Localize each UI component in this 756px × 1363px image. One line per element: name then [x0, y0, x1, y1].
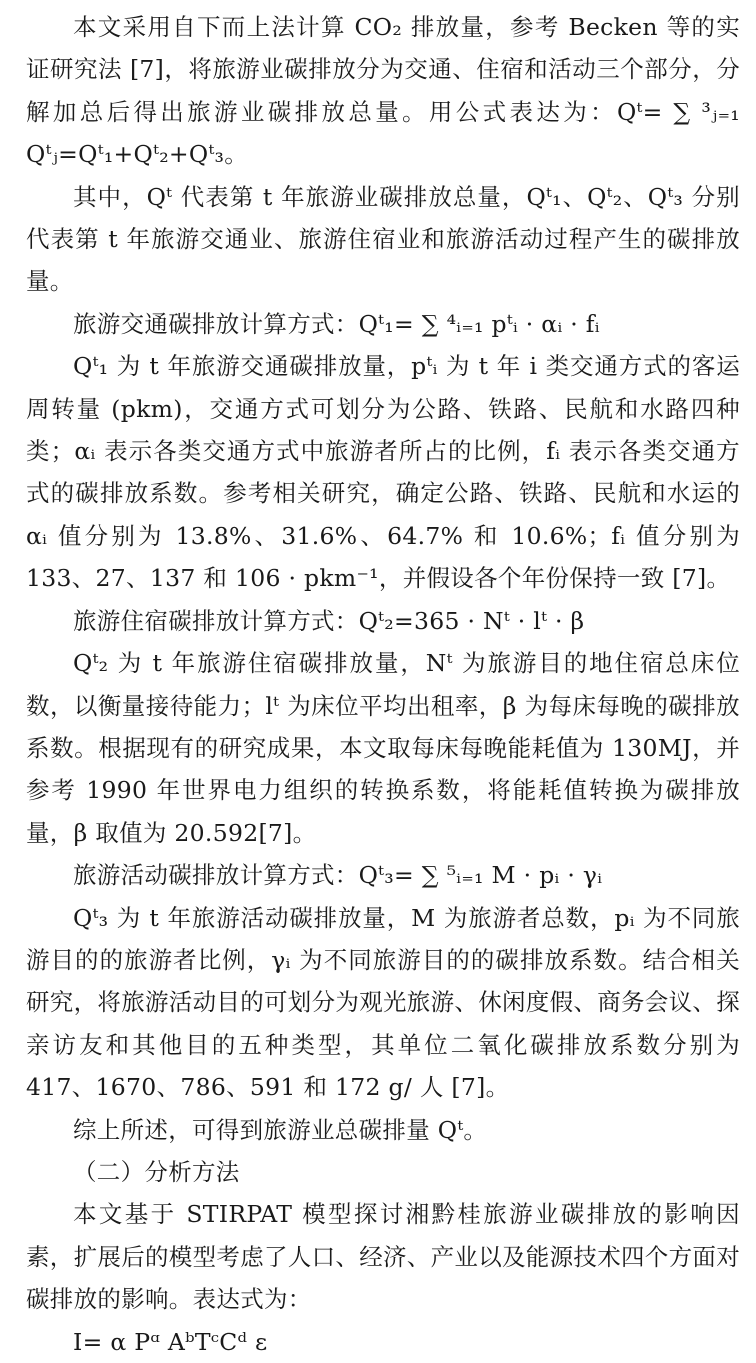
formula-stirpat: I= α Pᵅ AᵇTᶜCᵈ ε — [73, 1327, 268, 1356]
paragraph-transport-explanation: Qᵗ₁ 为 t 年旅游交通碳排放量，pᵗᵢ 为 t 年 i 类交通方式的客运周转量 (pkm)，交通方式可划分为公路、铁路、民航和水路四种类；αᵢ 表示各类交通方式中旅游者所占的比例，fᵢ 表示各类交通方式的碳排放系数。参考相关研究，确定公路、铁路、民航和水运的 αᵢ 值分别为 13.8%、31.6%、64.7% 和 10.6%；fᵢ 值分别为 133、27、137 和 106 · pkm⁻¹，并假设各个年份保持一致 [7]。 — [26, 352, 740, 593]
paragraph-variable-definition: 其中，Qᵗ 代表第 t 年旅游业碳排放总量，Qᵗ₁、Qᵗ₂、Qᵗ₃ 分别代表第 t 年旅游交通业、旅游住宿业和旅游活动过程产生的碳排放量。 — [26, 182, 740, 296]
paragraph-summary: 综上所述，可得到旅游业总碳排量 Qᵗ。 — [73, 1115, 488, 1144]
paragraph-stirpat-intro: 本文基于 STIRPAT 模型探讨湘黔桂旅游业碳排放的影响因素，扩展后的模型考虑了人口、经济、产业以及能源技术四个方面对碳排放的影响。表达式为： — [26, 1200, 740, 1314]
paragraph-accommodation-explanation: Qᵗ₂ 为 t 年旅游住宿碳排放量，Nᵗ 为旅游目的地住宿总床位数，以衡量接待能力；lᵗ 为床位平均出租率，β 为每床每晚的碳排放系数。根据现有的研究成果，本文取每床每晚能耗值为 130MJ，并参考 1990 年世界电力组织的转换系数，将能耗值转换为碳排放量，β 取值为 20.592[7]。 — [26, 649, 740, 847]
formula-activity: 旅游活动碳排放计算方式：Qᵗ₃= ∑ ⁵ᵢ₌₁ M · pᵢ · γᵢ — [73, 861, 603, 890]
formula-transport: 旅游交通碳排放计算方式：Qᵗ₁= ∑ ⁴ᵢ₌₁ pᵗᵢ · αᵢ · fᵢ — [73, 309, 600, 338]
formula-accommodation: 旅游住宿碳排放计算方式：Qᵗ₂=365 · Nᵗ · lᵗ · β — [73, 606, 585, 635]
section-heading: （二）分析方法 — [73, 1157, 240, 1186]
paragraph-activity-explanation: Qᵗ₃ 为 t 年旅游活动碳排放量，M 为旅游者总数，pᵢ 为不同旅游目的的旅游者比例，γᵢ 为不同旅游目的的碳排放系数。结合相关研究，将旅游活动目的可划分为观光旅游、休闲度假、商务会议、探亲访友和其他目的五种类型，其单位二氧化碳排放系数分别为 417、1670、786、591 和 172 g/ 人 [7]。 — [26, 903, 740, 1102]
paragraph-method-intro: 本文采用自下而上法计算 CO₂ 排放量，参考 Becken 等的实证研究法 [7]，将旅游业碳排放分为交通、住宿和活动三个部分，分解加总后得出旅游业碳排放总量。用公式表达为：Qᵗ= ∑ ³ⱼ₌₁ Qᵗⱼ=Qᵗ₁+Qᵗ₂+Qᵗ₃。 — [26, 13, 740, 169]
